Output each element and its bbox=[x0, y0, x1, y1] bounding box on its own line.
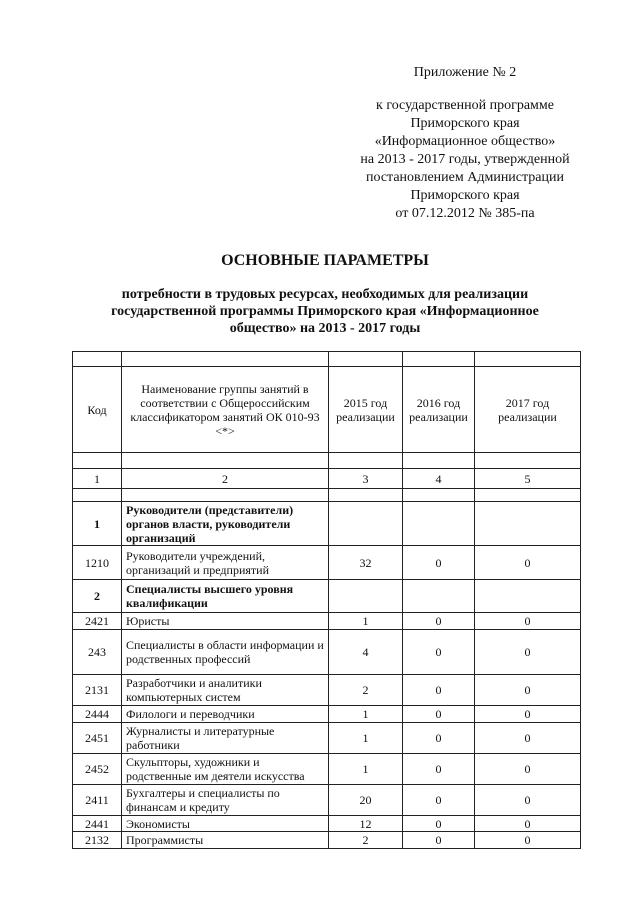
value-2017: 0 bbox=[475, 706, 581, 723]
value-2015: 1 bbox=[329, 754, 403, 785]
annex-line: Приморского края bbox=[410, 116, 520, 131]
column-number-row bbox=[73, 469, 581, 489]
group-row bbox=[73, 502, 581, 546]
value-2017: 0 bbox=[475, 785, 581, 816]
occupation-code: 2441 bbox=[73, 816, 122, 832]
value-2017: 0 bbox=[475, 723, 581, 754]
value-2015: 2 bbox=[329, 675, 403, 706]
annex-line: на 2013 - 2017 годы, утвержденной bbox=[360, 152, 570, 167]
value-2016: 0 bbox=[403, 723, 475, 754]
occupation-code: 2451 bbox=[73, 723, 122, 754]
annex-line: от 07.12.2012 № 385-па bbox=[395, 206, 535, 221]
value-2015: 4 bbox=[329, 630, 403, 675]
occupation-code: 2131 bbox=[73, 675, 122, 706]
occupation-code: 2444 bbox=[73, 706, 122, 723]
occupation-name: Руководители (представители) органов власти, руководители организаций bbox=[122, 502, 329, 546]
value-2016: 0 bbox=[403, 546, 475, 580]
occupation-code: 2132 bbox=[73, 832, 122, 849]
table-row bbox=[73, 546, 581, 580]
column-number: 2 bbox=[122, 469, 329, 489]
column-header: 2017 год реализации bbox=[475, 367, 581, 453]
value-2017: 0 bbox=[475, 546, 581, 580]
value-2016: 0 bbox=[403, 754, 475, 785]
table-row bbox=[73, 706, 581, 723]
value-2015: 2 bbox=[329, 832, 403, 849]
value-2016: 0 bbox=[403, 675, 475, 706]
value-2016: 0 bbox=[403, 832, 475, 849]
occupation-name: Разработчики и аналитики компьютерных систем bbox=[122, 675, 329, 706]
occupation-name: Специалисты высшего уровня квалификации bbox=[122, 580, 329, 613]
value-2016: 0 bbox=[403, 630, 475, 675]
value-2015: 20 bbox=[329, 785, 403, 816]
value-2015: 1 bbox=[329, 706, 403, 723]
occupation-name: Экономисты bbox=[122, 816, 329, 832]
value-2015: 12 bbox=[329, 816, 403, 832]
column-header: Код bbox=[73, 367, 122, 453]
value-2015: 1 bbox=[329, 723, 403, 754]
value-2017: 0 bbox=[475, 630, 581, 675]
value-2017: 0 bbox=[475, 613, 581, 630]
table-row bbox=[73, 832, 581, 849]
occupation-name: Юристы bbox=[122, 613, 329, 630]
occupation-code: 243 bbox=[73, 630, 122, 675]
occupation-name: Руководители учреждений, организаций и предприятий bbox=[122, 546, 329, 580]
table-row bbox=[73, 613, 581, 630]
value-2015: 1 bbox=[329, 613, 403, 630]
table-spacer-row bbox=[73, 489, 581, 502]
column-number: 3 bbox=[329, 469, 403, 489]
column-number: 5 bbox=[475, 469, 581, 489]
column-header: 2015 год реализации bbox=[329, 367, 403, 453]
column-header: Наименование группы занятий в соответствии с Общероссийским классификатором занятий ОК 010-93 <*> bbox=[122, 367, 329, 453]
annex-block bbox=[330, 64, 600, 223]
occupation-name: Бухгалтеры и специалисты по финансам и кредиту bbox=[122, 785, 329, 816]
occupation-code: 2 bbox=[73, 580, 122, 613]
occupation-name: Специалисты в области информации и родственных профессий bbox=[122, 630, 329, 675]
annex-line: «Информационное общество» bbox=[374, 134, 556, 149]
value-2017: 0 bbox=[475, 675, 581, 706]
parameters-table bbox=[72, 351, 581, 849]
value-2016 bbox=[403, 580, 475, 613]
occupation-name: Филологи и переводчики bbox=[122, 706, 329, 723]
subheading-line: потребности в трудовых ресурсах, необходимых для реализации bbox=[121, 287, 529, 302]
column-number: 1 bbox=[73, 469, 122, 489]
value-2017 bbox=[475, 580, 581, 613]
occupation-name: Программисты bbox=[122, 832, 329, 849]
value-2017: 0 bbox=[475, 832, 581, 849]
table-row bbox=[73, 723, 581, 754]
value-2017: 0 bbox=[475, 754, 581, 785]
occupation-code: 2411 bbox=[73, 785, 122, 816]
annex-line: к государственной программе bbox=[376, 98, 554, 113]
value-2015: 32 bbox=[329, 546, 403, 580]
group-row bbox=[73, 580, 581, 613]
document-heading: ОСНОВНЫЕ ПАРАМЕТРЫ bbox=[221, 252, 429, 269]
table-row bbox=[73, 630, 581, 675]
table-header-row bbox=[73, 367, 581, 453]
value-2017 bbox=[475, 502, 581, 546]
table-row bbox=[73, 816, 581, 832]
value-2016: 0 bbox=[403, 706, 475, 723]
table-spacer-row bbox=[73, 352, 581, 367]
value-2015 bbox=[329, 502, 403, 546]
table-spacer-row bbox=[73, 453, 581, 469]
occupation-code: 2421 bbox=[73, 613, 122, 630]
subheading-line: государственной программы Приморского края «Информационное bbox=[111, 304, 539, 319]
occupation-code: 1 bbox=[73, 502, 122, 546]
annex-title: Приложение № 2 bbox=[413, 65, 517, 80]
subheading-line: общество» на 2013 - 2017 годы bbox=[229, 321, 421, 336]
occupation-name: Журналисты и литературные работники bbox=[122, 723, 329, 754]
value-2016: 0 bbox=[403, 613, 475, 630]
annex-line: Приморского края bbox=[410, 188, 520, 203]
value-2015 bbox=[329, 580, 403, 613]
column-header: 2016 год реализации bbox=[403, 367, 475, 453]
value-2017: 0 bbox=[475, 816, 581, 832]
column-number: 4 bbox=[403, 469, 475, 489]
occupation-code: 2452 bbox=[73, 754, 122, 785]
occupation-code: 1210 bbox=[73, 546, 122, 580]
value-2016: 0 bbox=[403, 816, 475, 832]
value-2016 bbox=[403, 502, 475, 546]
value-2016: 0 bbox=[403, 785, 475, 816]
table-row bbox=[73, 785, 581, 816]
table-row bbox=[73, 675, 581, 706]
document-subheading bbox=[80, 286, 570, 337]
occupation-name: Скульпторы, художники и родственные им деятели искусства bbox=[122, 754, 329, 785]
table-row bbox=[73, 754, 581, 785]
annex-line: постановлением Администрации bbox=[366, 170, 564, 185]
